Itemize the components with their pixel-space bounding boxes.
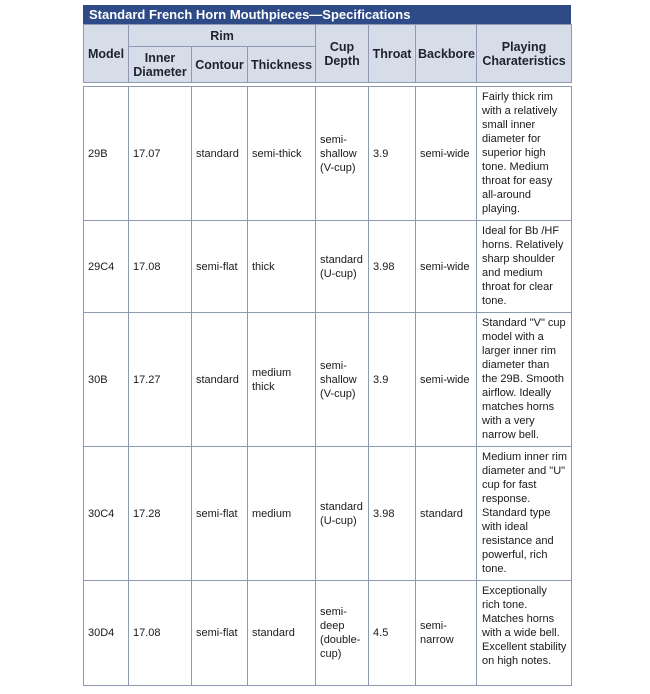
cell-playing-characteristics: Medium inner rim diameter and "U" cup for fast response. Standard type with ideal resistance and powerful, rich tone. xyxy=(477,447,572,581)
cell-throat: 4.5 xyxy=(369,581,416,686)
cell-playing-characteristics: Ideal for Bb /HF horns. Relatively sharp shoulder and medium throat for clear tone. xyxy=(477,221,572,313)
cell-inner-diameter: 17.08 xyxy=(129,221,192,313)
cell-playing-characteristics: Fairly thick rim with a relatively small inner diameter for superior high tone. Medium throat for easy all-around playing. xyxy=(477,87,572,221)
cell-contour: standard xyxy=(192,87,248,221)
cell-thickness: semi-thick xyxy=(248,87,316,221)
header-model: Model xyxy=(84,25,129,83)
cell-model: 30D4 xyxy=(84,581,129,686)
cell-inner-diameter: 17.28 xyxy=(129,447,192,581)
cell-backbore: semi-narrow xyxy=(416,581,477,686)
cell-contour: semi-flat xyxy=(192,447,248,581)
header-inner-diameter: Inner Diameter xyxy=(129,47,192,83)
header-cup-depth: Cup Depth xyxy=(316,25,369,83)
cell-cup-depth: semi-deep (double-cup) xyxy=(316,581,369,686)
cell-model: 30C4 xyxy=(84,447,129,581)
table-row xyxy=(84,313,572,447)
cell-thickness: thick xyxy=(248,221,316,313)
cell-throat: 3.9 xyxy=(369,87,416,221)
table-row xyxy=(84,221,572,313)
cell-cup-depth: semi-shallow (V-cup) xyxy=(316,313,369,447)
cell-inner-diameter: 17.08 xyxy=(129,581,192,686)
cell-throat: 3.98 xyxy=(369,221,416,313)
header-contour: Contour xyxy=(192,47,248,83)
cell-playing-characteristics: Standard "V" cup model with a larger inner rim diameter than the 29B. Smooth airflow. Ideally matches horns with a very narrow bell. xyxy=(477,313,572,447)
cell-cup-depth: standard (U-cup) xyxy=(316,447,369,581)
cell-thickness: medium thick xyxy=(248,313,316,447)
cell-backbore: semi-wide xyxy=(416,221,477,313)
cell-thickness: standard xyxy=(248,581,316,686)
cell-cup-depth: standard (U-cup) xyxy=(316,221,369,313)
cell-model: 29C4 xyxy=(84,221,129,313)
specifications-table xyxy=(83,24,572,686)
header-row-top xyxy=(84,25,572,47)
cell-contour: standard xyxy=(192,313,248,447)
cell-contour: semi-flat xyxy=(192,581,248,686)
cell-playing-characteristics: Exceptionally rich tone. Matches horns with a wide bell. Excellent stability on high notes. xyxy=(477,581,572,686)
table-row xyxy=(84,447,572,581)
header-rim: Rim xyxy=(129,25,316,47)
header-playing-characteristics: Playing Charateristics xyxy=(477,25,572,83)
cell-thickness: medium xyxy=(248,447,316,581)
table-title: Standard French Horn Mouthpieces—Specifications xyxy=(83,5,571,24)
cell-backbore: semi-wide xyxy=(416,313,477,447)
cell-backbore: standard xyxy=(416,447,477,581)
cell-throat: 3.9 xyxy=(369,313,416,447)
cell-throat: 3.98 xyxy=(369,447,416,581)
cell-model: 30B xyxy=(84,313,129,447)
cell-inner-diameter: 17.27 xyxy=(129,313,192,447)
table-row xyxy=(84,581,572,686)
cell-model: 29B xyxy=(84,87,129,221)
header-backbore: Backbore xyxy=(416,25,477,83)
cell-backbore: semi-wide xyxy=(416,87,477,221)
cell-cup-depth: semi-shallow (V-cup) xyxy=(316,87,369,221)
header-thickness: Thickness xyxy=(248,47,316,83)
specifications-panel xyxy=(83,5,571,686)
cell-inner-diameter: 17.07 xyxy=(129,87,192,221)
table-row xyxy=(84,87,572,221)
header-throat: Throat xyxy=(369,25,416,83)
cell-contour: semi-flat xyxy=(192,221,248,313)
